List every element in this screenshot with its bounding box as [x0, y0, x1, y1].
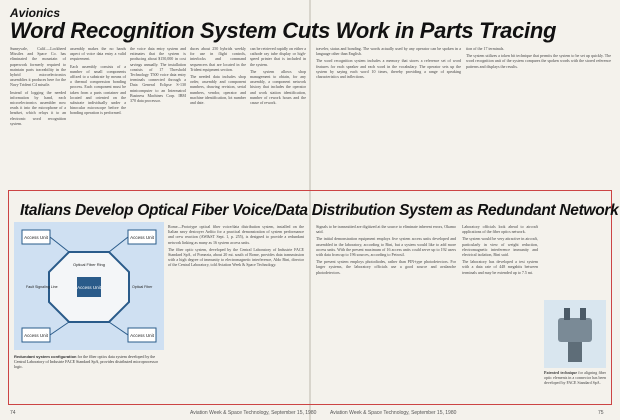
paragraph: The initial demonstration equipment employs five system access units developed and assembled in the laboratory, according to Bini, but a system would like to add more access units. With the present maximum of 16 access units could serve up to 192 users with data from up to 196 sources, according to Petrosil. [316, 236, 456, 258]
paragraph: Signals to be transmitted are digitized at the source to eliminate inherent errors, Okamo said. [316, 224, 456, 235]
left-column-3 [130, 46, 186, 186]
connector-pin [564, 308, 570, 320]
paragraph: tion of the 17 terminals. [466, 46, 505, 51]
paragraph: assembly makes the no hands aspect of voice data entry a valid requirement. [70, 46, 126, 62]
photo-caption-title: Patented technique [544, 370, 577, 375]
connector-body [558, 318, 592, 342]
paragraph: The system allows shop management to obtain, for any assembly, a component network history that includes the operator and work station identification, number of rework hours and the cause of rework. [250, 68, 306, 106]
paragraph: The system would be very attractive in aircraft, particularly in view of weight reduction, electromagnetic interference immunity and electrical isolation, Bini said. [462, 236, 538, 258]
connector-cable [568, 342, 582, 362]
ring-label: Optical Fiber Ring [72, 262, 106, 267]
photo-caption-body: for aligning fiber optic elements in a connector has been developed by FACE Standard SpA. [544, 370, 606, 386]
paragraph: Rome—Prototype optical fiber voice/data distribution system, installed on the Italian navy destroyer Ardito for a practical demonstration of system performance and crew reaction (AW&ST Sept. 1, p. 255), is designed to provide a redundant network linking as many as 16 system access units. [168, 224, 304, 245]
side-label: Optical Fiber [132, 285, 153, 289]
node-label: Access Unit [130, 235, 154, 240]
section-tag: Avionics [10, 6, 61, 20]
paragraph: duces about 250 hybrids weekly for use in flight controls, interlocks and command sequencers that are located in the Trident equipment section. [190, 46, 246, 72]
left-column-1 [10, 46, 66, 186]
paragraph: the voice data entry system and estimates that the system is producing about $150,000 in cost savings annually. The installation consists of 17 Threshold Technology T500 voice data entry terminals connected through a Data General Eclipse S-130 minicomputer to an Intermatrol Business Machines Corp. IBM 370 data processor. [130, 46, 186, 104]
hub-label: Access Unit [77, 285, 101, 290]
photo-caption [544, 370, 606, 402]
paragraph: The word recognition system includes a memory that stores a reference set of word features for each speaker and each word in the vocabulary. The operator sets up the system by saying each word 10 times, thereby providing a range of speaking characteristics and inflections. [316, 58, 461, 80]
sidebar-column-1 [168, 224, 304, 400]
paragraph: Laboratory officials look ahead to aircraft applications of the fiber optics network. [462, 224, 538, 235]
paragraph: Instead of logging the needed information by hand, each microelectronics assembler now reads it into the microphone of a headset, which relays it to an electronic word recognition system. [10, 89, 66, 126]
paragraph: The laboratory has developed a test system with a data rate of 448 megabits between terminals and may be extended up to 7.5 mi. [462, 259, 538, 275]
connector-photo [544, 300, 606, 368]
paragraph: Sunnyvale, Calif.—Lockheed Missiles and Space Co. has eliminated the mountain of paperwork formerly required to maintain parts traceability in the hybrid microelectronics assemblies it produces here for the Navy Trident C4 missile. [10, 46, 66, 88]
right-column-2 [466, 46, 611, 186]
node-label: Access Unit [24, 235, 48, 240]
paragraph: can be retrieved rapidly on either a cathode ray tube display or high-speed printer that is included in the system. [250, 46, 306, 67]
right-column-1 [316, 46, 461, 186]
sidebar-column-3 [462, 224, 538, 400]
paragraph: The fiber optic system, developed by the Central Laboratory of Industrie FACE Standard SpA, of Pomezia, about 20 mi. south of Rome, provides data transmission with a high degree of immunity to electromagnetic interference, Aldo Bini, director of the Central Laboratory, told Aviation Week & Space Technology. [168, 246, 304, 268]
paragraph: The system utilizes a token bit technique that permits the system to be set up quickly. The word recognition unit of the system compares the spoken words with the stored reference patterns and displays the results. [466, 53, 611, 69]
sidebar-column-2 [316, 224, 456, 400]
paragraph: The needed data includes shop order, assembly and component numbers, drawing revision, serial numbers, vendor, operator and machine identification, lot number and date. [190, 74, 246, 106]
main-headline: Word Recognition System Cuts Work in Parts Tracing [10, 18, 557, 43]
left-footer: Aviation Week & Space Technology, September 15, 1980 [190, 410, 317, 416]
paragraph: Each assembly consists of a number of small components affixed to a substrate by means of a thermal compression bonding process. Each component must be taken from a parts container and located and oriented on the substrate individually under a binocular microscope before the bonding operation is performed. [70, 63, 126, 116]
caption-title: Redundant system configuration [14, 354, 77, 359]
node-label: Access Unit [24, 333, 48, 338]
paragraph: The present system employs photodiodes, rather than PIN-type photodetectors. For larger systems, the laboratory officials use a good source and avalanche photodetectors. [316, 259, 456, 275]
connector-pin [580, 308, 586, 320]
left-page-number: 74 [10, 410, 16, 416]
left-column-4 [190, 46, 246, 186]
left-column-5 [250, 46, 306, 186]
right-footer: Aviation Week & Space Technology, September 15, 1980 [330, 410, 457, 416]
paragraph: traveler, status and bonding. The words actually used by any operator can be spoken in a language other than English. [316, 46, 461, 57]
caption-body: for the fiber optics data system developed by the Central Laboratory of Industrie FACE Standard SpA, provides distributed microprocessor logic. [14, 354, 158, 370]
side-label: Fault Signaling Line [26, 285, 58, 289]
left-column-2 [70, 46, 126, 186]
sidebar-headline: Italians Develop Optical Fiber Voice/Data Distribution System as Redundant Network [20, 202, 619, 219]
node-label: Access Unit [130, 333, 154, 338]
network-diagram [14, 222, 164, 350]
diagram-caption [14, 354, 164, 370]
right-page-number: 75 [598, 410, 604, 416]
